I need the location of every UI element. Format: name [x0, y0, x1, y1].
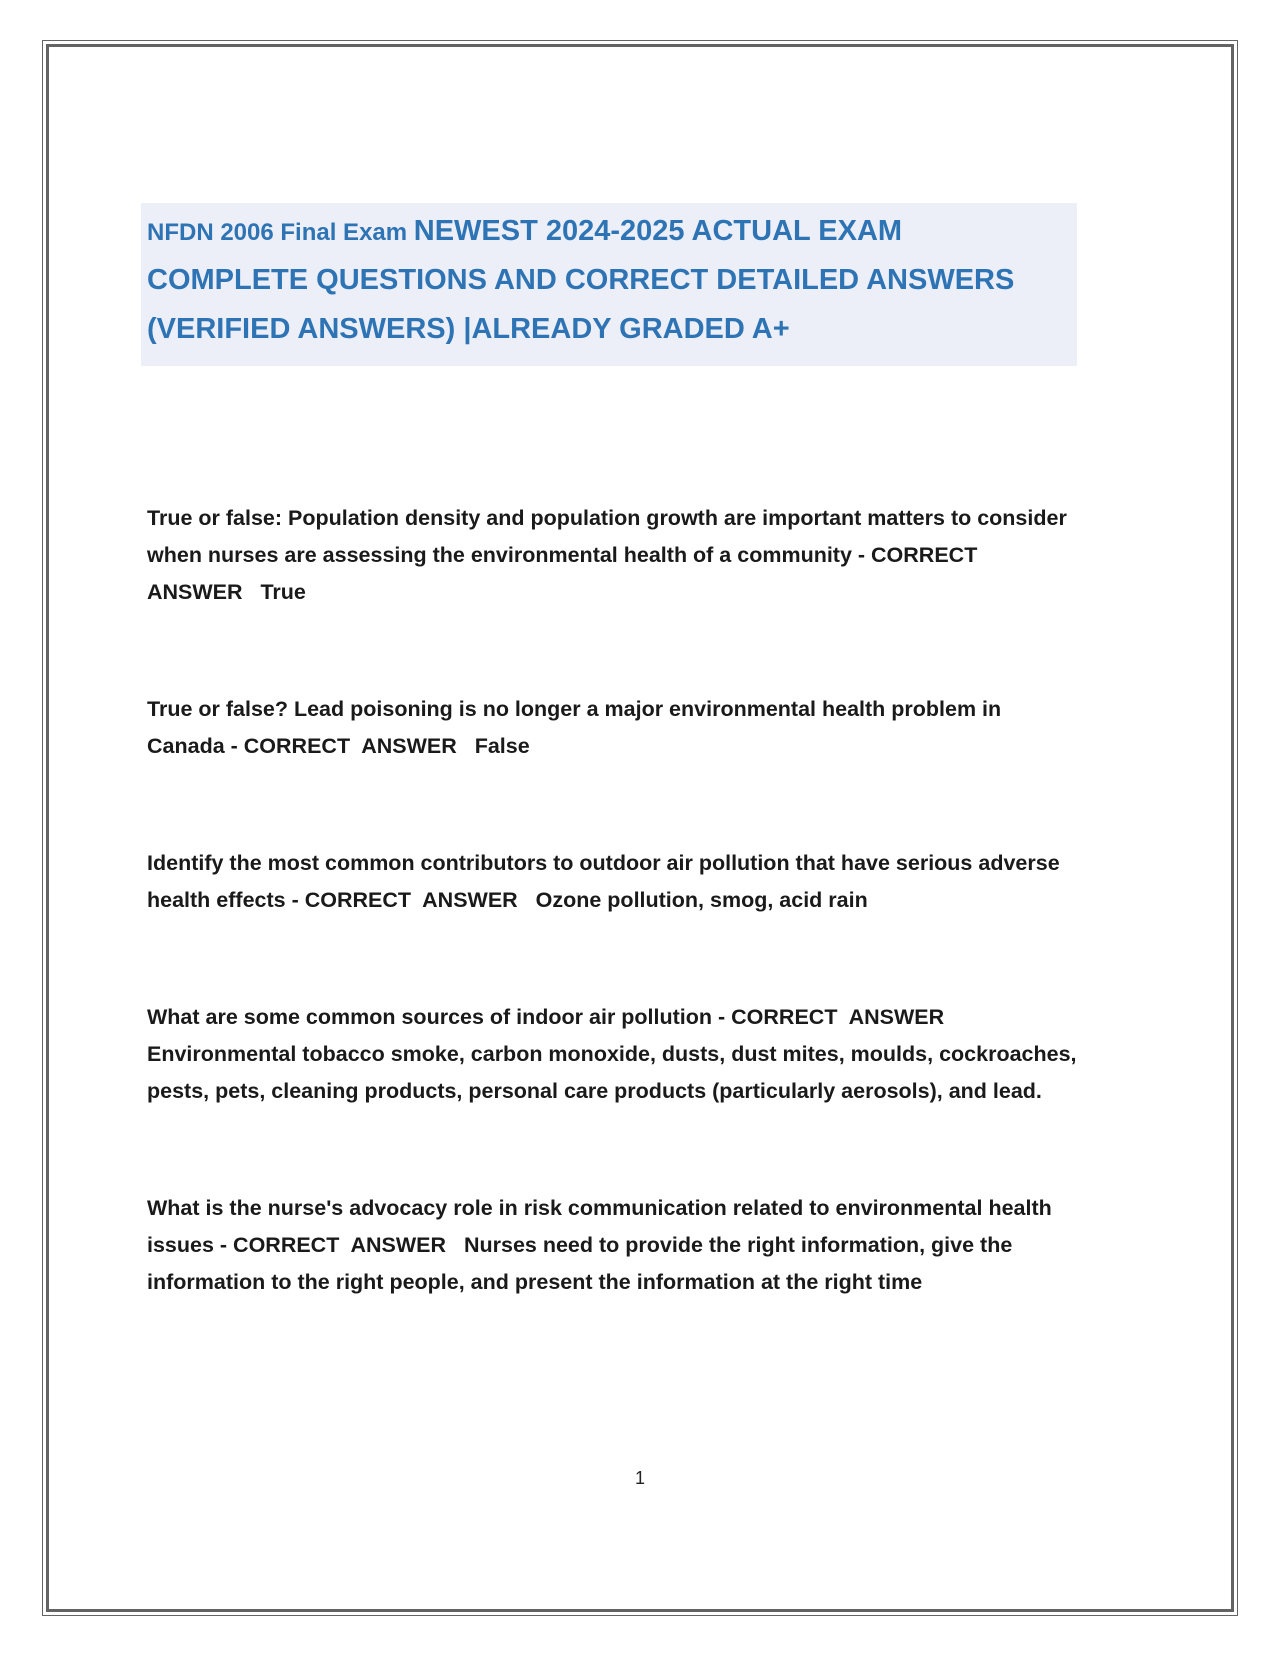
- document-title-prefix: NFDN 2006 Final Exam: [147, 219, 414, 246]
- qa-paragraph: What is the nurse's advocacy role in risk communication related to environmental health issues - CORRECT ANSWER Nurses need to provide the right information, give the information to the right people, and present the information at the right time: [147, 1196, 1058, 1294]
- qa-paragraph: Identify the most common contributors to outdoor air pollution that have serious adverse health effects - CORRECT ANSWER Ozone pollution, smog, acid rain: [147, 851, 1066, 912]
- document-title-main: NEWEST 2024-2025 ACTUAL EXAM COMPLETE QUESTIONS AND CORRECT DETAILED ANSWERS (VERIFIED ANSWERS) |ALREADY GRADED A+: [147, 215, 1015, 345]
- document-title: [141, 203, 1077, 366]
- page-number: 1: [634, 1468, 645, 1488]
- qa-paragraph: True or false? Lead poisoning is no longer a major environmental health problem in Canada - CORRECT ANSWER False: [147, 697, 1008, 758]
- document-content: [141, 203, 1083, 1381]
- qa-paragraph: True or false: Population density and population growth are important matters to consider when nurses are assessing the environmental health of a community - CORRECT ANSWER True: [147, 506, 1073, 604]
- qa-paragraph: What are some common sources of indoor air pollution - CORRECT ANSWER Environmental tobacco smoke, carbon monoxide, dusts, dust mites, moulds, cockroaches, pests, pets, cleaning products, personal care products (particularly aerosols), and lead.: [147, 1005, 1083, 1103]
